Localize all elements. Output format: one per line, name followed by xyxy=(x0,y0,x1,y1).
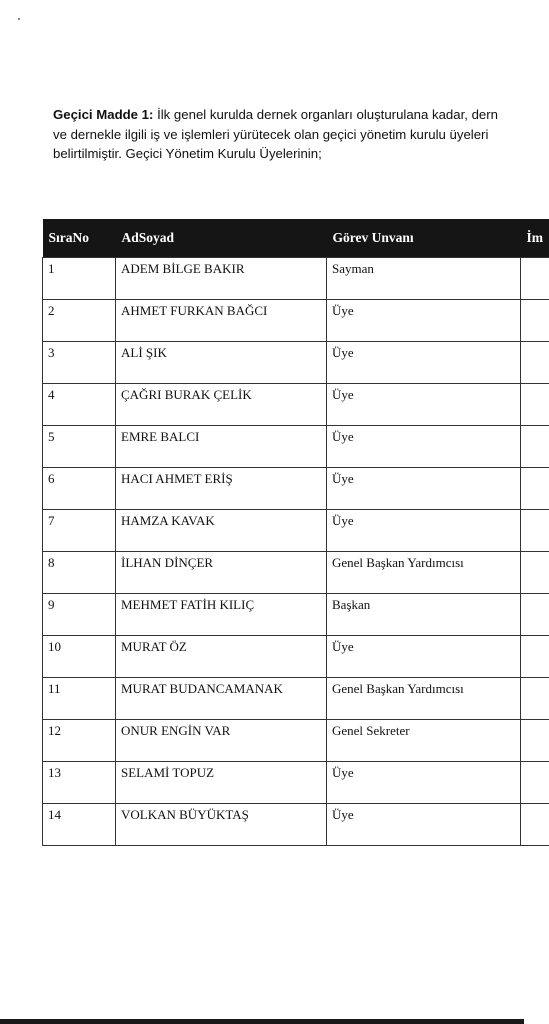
row-role: Üye xyxy=(327,384,521,426)
row-number: 13 xyxy=(43,762,116,804)
row-number: 1 xyxy=(43,258,116,300)
paragraph-line-3: belirtilmiştir. Geçici Yönetim Kurulu Üyelerinin; xyxy=(53,146,322,161)
board-members-table xyxy=(42,219,549,846)
table-row xyxy=(43,468,549,510)
header-gorev-unvani: Görev Unvanı xyxy=(327,219,521,258)
row-role: Genel Sekreter xyxy=(327,720,521,762)
table-row xyxy=(43,552,549,594)
temporary-article-paragraph xyxy=(53,105,524,164)
row-name: ALİ ŞIK xyxy=(116,342,327,384)
table-row xyxy=(43,384,549,426)
row-number: 14 xyxy=(43,804,116,846)
row-name: VOLKAN BÜYÜKTAŞ xyxy=(116,804,327,846)
row-signature xyxy=(521,804,549,846)
row-role: Üye xyxy=(327,342,521,384)
table-row xyxy=(43,510,549,552)
row-number: 5 xyxy=(43,426,116,468)
row-role: Başkan xyxy=(327,594,521,636)
table-row xyxy=(43,636,549,678)
row-signature xyxy=(521,720,549,762)
row-number: 8 xyxy=(43,552,116,594)
row-signature xyxy=(521,636,549,678)
row-name: İLHAN DİNÇER xyxy=(116,552,327,594)
row-number: 12 xyxy=(43,720,116,762)
table-body xyxy=(43,258,549,846)
row-role: Sayman xyxy=(327,258,521,300)
row-role: Üye xyxy=(327,468,521,510)
row-number: 10 xyxy=(43,636,116,678)
table-row xyxy=(43,804,549,846)
row-signature xyxy=(521,384,549,426)
table-row xyxy=(43,342,549,384)
table-row xyxy=(43,720,549,762)
row-role: Üye xyxy=(327,636,521,678)
header-ad-soyad: AdSoyad xyxy=(116,219,327,258)
row-number: 2 xyxy=(43,300,116,342)
paragraph-line-1-text: İlk genel kurulda dernek organları oluşturulana kadar, dern xyxy=(153,107,498,122)
row-name: EMRE BALCI xyxy=(116,426,327,468)
row-signature xyxy=(521,300,549,342)
table-row xyxy=(43,762,549,804)
row-signature xyxy=(521,426,549,468)
row-signature xyxy=(521,678,549,720)
row-signature xyxy=(521,342,549,384)
row-name: HAMZA KAVAK xyxy=(116,510,327,552)
header-imza: İm xyxy=(521,219,549,258)
paragraph-line-1 xyxy=(53,105,524,125)
row-number: 4 xyxy=(43,384,116,426)
table-row xyxy=(43,300,549,342)
table-row xyxy=(43,594,549,636)
row-number: 9 xyxy=(43,594,116,636)
row-name: ÇAĞRI BURAK ÇELİK xyxy=(116,384,327,426)
row-name: MURAT BUDANCAMANAK xyxy=(116,678,327,720)
table-row xyxy=(43,426,549,468)
scan-speck xyxy=(18,18,20,20)
header-sira-no: SıraNo xyxy=(43,219,116,258)
row-name: ONUR ENGİN VAR xyxy=(116,720,327,762)
row-role: Üye xyxy=(327,426,521,468)
table-row xyxy=(43,678,549,720)
row-role: Üye xyxy=(327,300,521,342)
row-signature xyxy=(521,594,549,636)
row-role: Genel Başkan Yardımcısı xyxy=(327,678,521,720)
row-number: 3 xyxy=(43,342,116,384)
row-name: HACI AHMET ERİŞ xyxy=(116,468,327,510)
row-number: 7 xyxy=(43,510,116,552)
row-role: Üye xyxy=(327,762,521,804)
table-row xyxy=(43,258,549,300)
article-heading: Geçici Madde 1: xyxy=(53,107,154,122)
row-name: AHMET FURKAN BAĞCI xyxy=(116,300,327,342)
table-header-row xyxy=(43,219,549,258)
row-role: Üye xyxy=(327,510,521,552)
row-signature xyxy=(521,258,549,300)
row-name: SELAMİ TOPUZ xyxy=(116,762,327,804)
bottom-edge-bar xyxy=(0,1019,524,1024)
row-number: 11 xyxy=(43,678,116,720)
row-number: 6 xyxy=(43,468,116,510)
row-signature xyxy=(521,552,549,594)
row-signature xyxy=(521,510,549,552)
paragraph-line-2: ve dernekle ilgili iş ve işlemleri yürütecek olan geçici yönetim kurulu üyeleri xyxy=(53,126,489,142)
row-signature xyxy=(521,468,549,510)
row-role: Genel Başkan Yardımcısı xyxy=(327,552,521,594)
row-role: Üye xyxy=(327,804,521,846)
row-signature xyxy=(521,762,549,804)
row-name: MEHMET FATİH KILIÇ xyxy=(116,594,327,636)
row-name: MURAT ÖZ xyxy=(116,636,327,678)
row-name: ADEM BİLGE BAKIR xyxy=(116,258,327,300)
